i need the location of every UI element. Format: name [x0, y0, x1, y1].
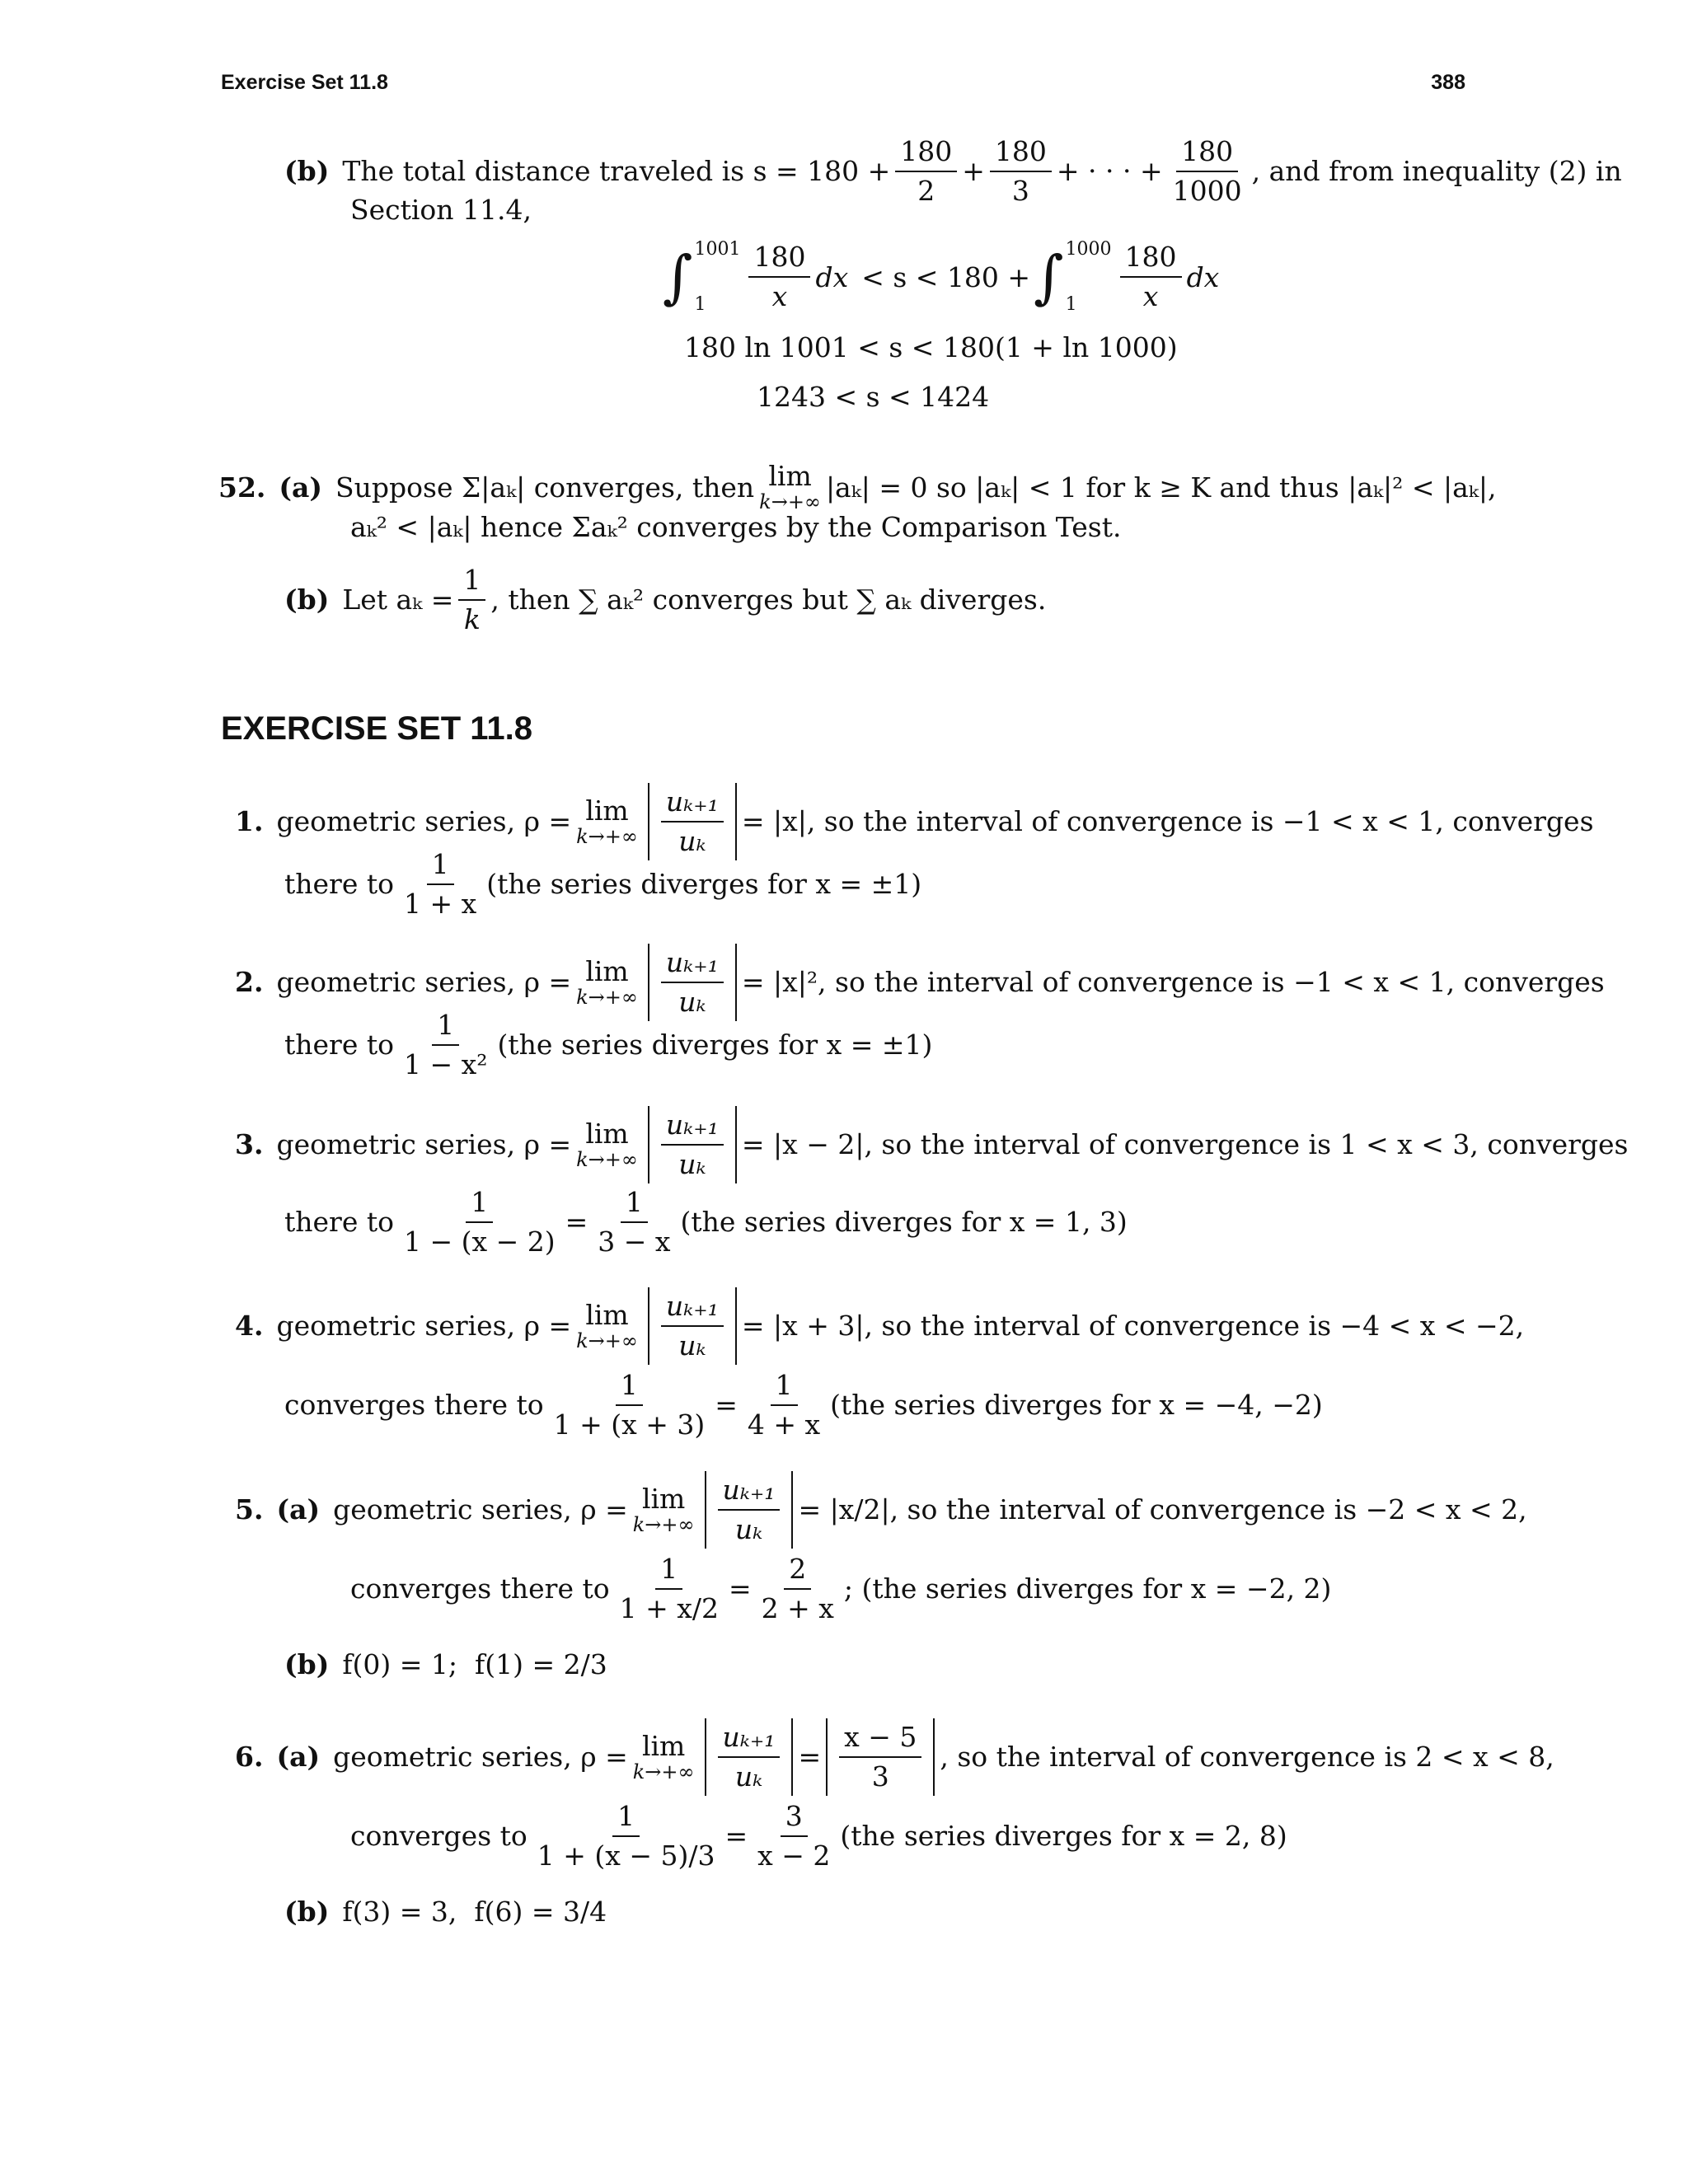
text: ; (the series diverges for x = −2, 2): [843, 1572, 1332, 1605]
text: there to: [284, 1029, 394, 1062]
numerator: 1: [771, 1370, 798, 1406]
section-title: EXERCISE SET 11.8: [221, 710, 532, 747]
text: geometric series, ρ =: [276, 805, 572, 838]
numerator: uₖ₊₁: [661, 786, 724, 823]
exercise-6a-line-2: [350, 1801, 1287, 1872]
exercise-2-line-2: [284, 1010, 932, 1080]
part-label: (a): [276, 1741, 321, 1774]
numerator: 1: [616, 1370, 643, 1406]
exercise-1-line-2: [284, 849, 921, 920]
text: there to: [284, 868, 394, 901]
text: , and from inequality (2) in: [1251, 155, 1622, 188]
denominator: x: [771, 280, 788, 312]
denominator: 2 + x: [761, 1591, 834, 1624]
integral-1: [663, 239, 740, 315]
numerator: 1: [621, 1187, 648, 1223]
fraction: [593, 1187, 675, 1258]
text: geometric series, ρ =: [276, 1310, 572, 1343]
text: (the series diverges for x = 2, 8): [840, 1820, 1287, 1853]
numerator: uₖ₊₁: [661, 947, 724, 983]
limit-subscript: k→+∞: [632, 1512, 695, 1536]
text: (the series diverges for x = 1, 3): [680, 1206, 1128, 1239]
fraction: [661, 1291, 724, 1361]
differential: dx: [1186, 260, 1220, 293]
absolute-ratio: [648, 1106, 737, 1183]
equals-sign: =: [798, 1741, 822, 1774]
bound-line: [684, 331, 1178, 363]
fraction: [718, 1722, 781, 1793]
part-label: (b): [284, 1648, 330, 1680]
fraction: [1168, 136, 1247, 207]
integral-sign-icon: ∫: [663, 243, 693, 311]
part-label: (b): [284, 583, 330, 616]
problem-number: 2.: [235, 966, 264, 999]
limit-word: lim: [641, 1729, 686, 1762]
limit: [576, 796, 638, 848]
text: 180 ln 1001 < s < 180(1 + ln 1000): [684, 331, 1178, 363]
absolute-fraction: [826, 1718, 935, 1796]
exercise-4-line-1: [235, 1287, 1524, 1365]
text: The total distance traveled is s = 180 +: [342, 155, 891, 188]
limit: [632, 1729, 695, 1783]
denominator: uₖ: [678, 1147, 706, 1180]
limit-word: lim: [585, 1298, 629, 1331]
fraction: [532, 1801, 720, 1872]
fraction: [1120, 241, 1182, 312]
text: (the series diverges for x = ±1): [486, 868, 922, 901]
integral-sign-icon: ∫: [1034, 243, 1064, 311]
exercise-3-line-2: [284, 1187, 1128, 1258]
numerator: uₖ₊₁: [718, 1474, 781, 1511]
fraction: [718, 1474, 781, 1545]
numerator: 3: [781, 1801, 808, 1837]
numerator: 1: [466, 1187, 493, 1223]
denominator: 1000: [1172, 174, 1242, 207]
numerator: 1: [458, 565, 485, 601]
limit: [759, 462, 821, 513]
differential: dx: [815, 260, 849, 293]
fraction: [615, 1554, 724, 1624]
numerator: 1: [612, 1801, 640, 1837]
exercise-5b: [284, 1648, 607, 1680]
numerator: 2: [784, 1554, 811, 1590]
limit: [576, 1298, 638, 1352]
text: geometric series, ρ =: [276, 1128, 572, 1161]
limit-subscript: k→+∞: [632, 1760, 695, 1783]
denominator: 3 − x: [598, 1225, 671, 1258]
part-label: (a): [279, 471, 323, 504]
denominator: uₖ: [678, 1329, 706, 1361]
problem-52a-line-2: [350, 511, 1121, 543]
part-label: (b): [284, 1896, 330, 1928]
result-line: [757, 381, 989, 413]
limit-subscript: k→+∞: [576, 824, 638, 848]
fraction: [748, 241, 810, 312]
text: Section 11.4,: [350, 194, 532, 226]
fraction: [753, 1801, 835, 1872]
text: f(3) = 3, f(6) = 3/4: [342, 1896, 607, 1928]
problem-number: 6.: [235, 1741, 264, 1774]
numerator: uₖ₊₁: [661, 1291, 724, 1327]
numerator: 180: [1176, 136, 1238, 172]
text: there to: [284, 1206, 394, 1239]
problem-number: 5.: [235, 1493, 264, 1526]
text: converges there to: [284, 1389, 544, 1422]
problem-52b: [284, 565, 1046, 635]
denominator: 1 + (x + 3): [553, 1408, 706, 1441]
exercise-4-line-2: [284, 1370, 1323, 1441]
problem-number: 4.: [235, 1310, 264, 1343]
ellipsis: + · · · +: [1056, 155, 1163, 188]
text: geometric series, ρ =: [276, 966, 572, 999]
equals-sign: =: [715, 1389, 738, 1422]
absolute-ratio: [648, 1287, 737, 1365]
upper-limit: 1001: [694, 239, 741, 260]
text: = |x + 3|, so the interval of convergence is −4 < x < −2,: [741, 1310, 1525, 1343]
text: = |x − 2|, so the interval of convergence is 1 < x < 3, converges: [741, 1128, 1629, 1161]
fraction: [661, 1109, 724, 1180]
text: aₖ² < |aₖ| hence Σaₖ² converges by the Comparison Test.: [350, 511, 1122, 543]
part-label: (a): [276, 1493, 321, 1526]
exercise-6a-line-1: [235, 1718, 1554, 1796]
limit-subscript: k→+∞: [576, 1329, 638, 1352]
denominator: x − 2: [757, 1839, 831, 1872]
denominator: 1 − x²: [403, 1047, 488, 1080]
page-number: 388: [1431, 71, 1465, 94]
absolute-ratio: [705, 1718, 794, 1796]
fraction: [895, 136, 957, 207]
exercise-6b: [284, 1896, 607, 1928]
text: |aₖ| = 0 so |aₖ| < 1 for k ≥ K and thus |aₖ|² < |aₖ|,: [825, 471, 1497, 504]
limit-word: lim: [585, 954, 629, 987]
denominator: 1 + x/2: [619, 1591, 719, 1624]
limit-word: lim: [585, 794, 629, 827]
denominator: 3: [871, 1760, 889, 1793]
integral-2: [1034, 239, 1111, 315]
problem-number: 52.: [218, 471, 266, 504]
text: converges there to: [350, 1572, 610, 1605]
limit-subscript: k→+∞: [576, 1147, 638, 1171]
text: geometric series, ρ =: [333, 1741, 628, 1774]
text: = |x|, so the interval of convergence is −1 < x < 1, converges: [741, 805, 1594, 838]
lower-limit: 1: [1065, 294, 1077, 315]
text: converges to: [350, 1820, 528, 1853]
integral-inequality: [659, 239, 1219, 315]
text: = |x/2|, so the interval of convergence is −2 < x < 2,: [798, 1493, 1527, 1526]
numerator: 1: [655, 1554, 682, 1590]
fraction: [458, 565, 485, 635]
denominator: k: [463, 602, 481, 635]
limit-subscript: k→+∞: [576, 985, 638, 1009]
problem-52a-line-1: [218, 462, 1496, 513]
equals-sign: =: [724, 1820, 748, 1853]
lower-limit: 1: [694, 294, 706, 315]
plus-sign: +: [962, 155, 985, 188]
numerator: 1: [427, 849, 454, 885]
denominator: 1 + x: [403, 887, 477, 920]
limit-word: lim: [768, 460, 812, 492]
exercise-5a-line-2: [350, 1554, 1331, 1624]
fraction: [399, 1010, 492, 1080]
text: Suppose Σ|aₖ| converges, then: [335, 471, 755, 504]
denominator: 2: [917, 174, 935, 207]
text: Let aₖ =: [342, 583, 454, 616]
absolute-ratio: [705, 1471, 794, 1549]
denominator: uₖ: [734, 1760, 763, 1793]
fraction: [549, 1370, 710, 1441]
fraction: [990, 136, 1052, 207]
upper-limit: 1000: [1065, 239, 1112, 260]
fraction: [399, 849, 481, 920]
text: , then ∑ aₖ² converges but ∑ aₖ diverges.: [490, 583, 1047, 616]
text: 1243 < s < 1424: [757, 381, 990, 413]
numerator: uₖ₊₁: [718, 1722, 781, 1758]
denominator: uₖ: [734, 1512, 763, 1545]
text: , so the interval of convergence is 2 < x < 8,: [940, 1741, 1554, 1774]
problem-number: 3.: [235, 1128, 264, 1161]
text: f(0) = 1; f(1) = 2/3: [342, 1648, 607, 1680]
limit: [576, 954, 638, 1009]
numerator: 180: [1120, 241, 1182, 278]
running-header: Exercise Set 11.8: [221, 71, 388, 94]
equals-sign: =: [565, 1206, 588, 1239]
exercise-5a-line-1: [235, 1471, 1527, 1549]
numerator: 180: [895, 136, 957, 172]
limit: [633, 1484, 695, 1536]
denominator: uₖ: [678, 824, 706, 857]
part-label: (b): [284, 155, 330, 188]
numerator: 1: [432, 1010, 459, 1046]
denominator: uₖ: [678, 985, 706, 1018]
problem-51b-line-2: [350, 194, 532, 226]
exercise-3-line-1: [235, 1106, 1629, 1183]
denominator: 4 + x: [747, 1408, 821, 1441]
numerator: x − 5: [839, 1722, 921, 1758]
problem-number: 1.: [235, 805, 264, 838]
text: = |x|², so the interval of convergence is −1 < x < 1, converges: [741, 966, 1605, 999]
text: < s < 180 +: [861, 260, 1031, 293]
denominator: 1 − (x − 2): [403, 1225, 556, 1258]
limit: [576, 1119, 638, 1171]
fraction: [661, 786, 724, 857]
denominator: 1 + (x − 5)/3: [537, 1839, 715, 1872]
numerator: uₖ₊₁: [661, 1109, 724, 1146]
equals-sign: =: [728, 1572, 752, 1605]
denominator: 3: [1011, 174, 1029, 207]
fraction: [839, 1722, 921, 1793]
text: (the series diverges for x = ±1): [497, 1029, 933, 1062]
fraction: [661, 947, 724, 1018]
limit-word: lim: [585, 1117, 629, 1150]
text: (the series diverges for x = −4, −2): [830, 1389, 1323, 1422]
fraction: [399, 1187, 560, 1258]
limit-word: lim: [641, 1482, 686, 1515]
denominator: x: [1142, 280, 1159, 312]
fraction: [743, 1370, 825, 1441]
text: geometric series, ρ =: [333, 1493, 628, 1526]
fraction: [757, 1554, 839, 1624]
numerator: 180: [990, 136, 1052, 172]
limit-subscript: k→+∞: [759, 490, 821, 514]
numerator: 180: [748, 241, 810, 278]
